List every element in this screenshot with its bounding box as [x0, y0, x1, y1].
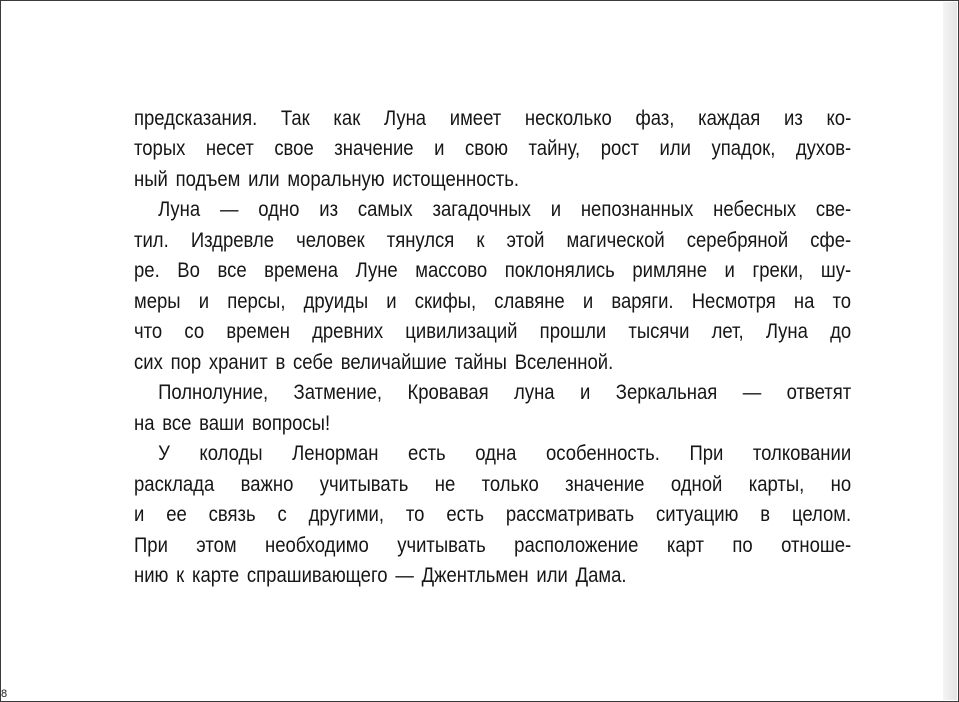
word: фаз,: [635, 105, 675, 130]
word: сфе-: [810, 227, 852, 252]
word: на: [793, 288, 815, 313]
word: и: [550, 197, 562, 222]
word: необходимо: [265, 532, 369, 557]
word: скифы,: [414, 288, 477, 313]
word: небесных: [713, 197, 797, 222]
word: массово: [415, 258, 488, 283]
word: другими,: [308, 502, 385, 527]
text-line: [134, 103, 851, 134]
word: и: [434, 136, 445, 161]
word: есть: [408, 441, 446, 466]
text-line: [134, 347, 851, 378]
word: рассматривать: [505, 502, 635, 527]
word: римляне: [632, 258, 707, 283]
word: торых: [134, 136, 186, 161]
word: но: [830, 471, 852, 496]
word: ко-: [826, 105, 852, 130]
word: и: [134, 502, 145, 527]
word: ный: [134, 166, 168, 191]
word: связь: [208, 502, 256, 527]
word: человек: [296, 227, 365, 252]
word: в: [760, 502, 771, 527]
word: есть: [446, 502, 484, 527]
word: персы,: [227, 288, 286, 313]
word: карты,: [748, 471, 805, 496]
word: Луна: [158, 197, 201, 222]
word: Луне: [355, 258, 398, 283]
word: Зеркальная: [615, 380, 718, 405]
word: значение: [565, 471, 645, 496]
word: серебряной: [686, 227, 789, 252]
word: тянулся: [386, 227, 455, 252]
word: Кровавая: [407, 380, 489, 405]
page-edge-shadow: [943, 2, 957, 700]
word: то: [832, 288, 852, 313]
word: ответят: [786, 380, 852, 405]
word: в: [275, 349, 286, 374]
word: Несмотря: [691, 288, 776, 313]
word: пор: [170, 349, 202, 374]
word: имеет: [449, 105, 502, 130]
word: загадочных: [432, 197, 531, 222]
word: хранит: [208, 349, 268, 374]
word: Полнолуние,: [158, 380, 269, 405]
text-line: [134, 378, 851, 409]
word: тайны: [454, 349, 507, 374]
word: Затмение,: [293, 380, 383, 405]
word: себе: [293, 349, 334, 374]
word: важно: [240, 471, 294, 496]
word: по: [732, 532, 753, 557]
word: луна: [514, 380, 555, 405]
word: лет,: [711, 319, 744, 344]
word: колоды: [199, 441, 263, 466]
word: карт: [666, 532, 704, 557]
word: до: [830, 319, 852, 344]
text-line: [134, 286, 851, 317]
word: греки,: [752, 258, 804, 283]
word: каждая: [698, 105, 761, 130]
word: моральную: [287, 166, 385, 191]
word: све-: [815, 197, 852, 222]
word: к: [476, 227, 485, 252]
word: упадок,: [711, 136, 776, 161]
word: свою: [464, 136, 509, 161]
word: и: [724, 258, 735, 283]
word: несколько: [524, 105, 612, 130]
word: непознанных: [580, 197, 694, 222]
word: цивилизаций: [405, 319, 518, 344]
word: одной: [670, 471, 723, 496]
word: предсказания.: [134, 105, 258, 130]
text-line: [134, 500, 851, 531]
text-line: [134, 530, 851, 561]
text-line: [134, 256, 851, 287]
word: Во: [177, 258, 200, 283]
word: из: [783, 105, 803, 130]
word: как: [333, 105, 361, 130]
word: магической: [566, 227, 665, 252]
word: —: [395, 563, 414, 588]
word: тысячи: [628, 319, 690, 344]
word: учитывать: [397, 532, 486, 557]
word: и: [198, 288, 210, 313]
text-line: [134, 439, 851, 470]
word: только: [481, 471, 539, 496]
text-line: [134, 317, 851, 348]
word: расположение: [514, 532, 639, 557]
word: ре.: [134, 258, 160, 283]
word: времен: [226, 319, 290, 344]
word: подъем: [175, 166, 241, 191]
word: духов-: [795, 136, 852, 161]
word: Вселенной.: [514, 349, 614, 374]
word: учитывать: [319, 471, 409, 496]
word: и: [386, 288, 397, 313]
word: меры: [134, 288, 181, 313]
word: поклонялись: [504, 258, 615, 283]
word: Дама.: [575, 563, 627, 588]
word: или: [536, 563, 568, 588]
word: одно: [258, 197, 300, 222]
text-line: [134, 195, 851, 226]
word: не: [434, 471, 456, 496]
word: самых: [357, 197, 413, 222]
body-text: [134, 103, 851, 591]
word: ваши: [199, 410, 245, 435]
page-number: 8: [1, 688, 8, 700]
word: на: [134, 410, 155, 435]
word: нию: [134, 563, 169, 588]
word: величайшие: [340, 349, 447, 374]
text-line: [134, 408, 851, 439]
text-line: [134, 134, 851, 165]
text-line: [134, 469, 851, 500]
word: этом: [196, 532, 237, 557]
word: Ленорман: [292, 441, 379, 466]
word: ситуацию: [656, 502, 739, 527]
word: карте: [191, 563, 240, 588]
word: отноше-: [781, 532, 852, 557]
word: прошли: [539, 319, 607, 344]
word: целом.: [791, 502, 852, 527]
word: рост: [600, 136, 639, 161]
word: и: [580, 380, 591, 405]
word: с: [277, 502, 287, 527]
word: тил.: [134, 227, 169, 252]
word: У: [158, 441, 170, 466]
word: и: [582, 288, 594, 313]
word: Луна: [765, 319, 808, 344]
word: все: [162, 410, 192, 435]
word: друиды: [303, 288, 369, 313]
word: времена: [264, 258, 339, 283]
word: все: [217, 258, 247, 283]
word: что: [134, 319, 163, 344]
word: значение: [334, 136, 414, 161]
word: При: [689, 441, 724, 466]
word: древних: [312, 319, 384, 344]
word: сих: [134, 349, 163, 374]
word: этой: [506, 227, 545, 252]
word: Издревле: [190, 227, 275, 252]
word: то: [405, 502, 425, 527]
word: шу-: [820, 258, 852, 283]
word: При: [134, 532, 168, 557]
word: из: [319, 197, 339, 222]
word: славяне: [494, 288, 565, 313]
word: или: [248, 166, 280, 191]
word: тайну,: [528, 136, 581, 161]
text-line: [134, 561, 851, 592]
word: вопросы!: [251, 410, 331, 435]
word: варяги.: [611, 288, 674, 313]
word: особенность.: [545, 441, 660, 466]
word: расклада: [134, 471, 215, 496]
word: —: [219, 197, 239, 222]
text-line: [134, 225, 851, 256]
word: —: [742, 380, 762, 405]
word: Так: [280, 105, 310, 130]
word: со: [184, 319, 205, 344]
word: к: [176, 563, 185, 588]
word: ее: [166, 502, 187, 527]
word: одна: [475, 441, 517, 466]
word: истощенность.: [392, 166, 520, 191]
word: спрашивающего: [246, 563, 388, 588]
word: Джентльмен: [421, 563, 529, 588]
word: толковании: [752, 441, 852, 466]
word: или: [659, 136, 691, 161]
word: несет: [205, 136, 254, 161]
text-line: [134, 164, 851, 195]
word: Луна: [383, 105, 427, 130]
word: свое: [274, 136, 314, 161]
